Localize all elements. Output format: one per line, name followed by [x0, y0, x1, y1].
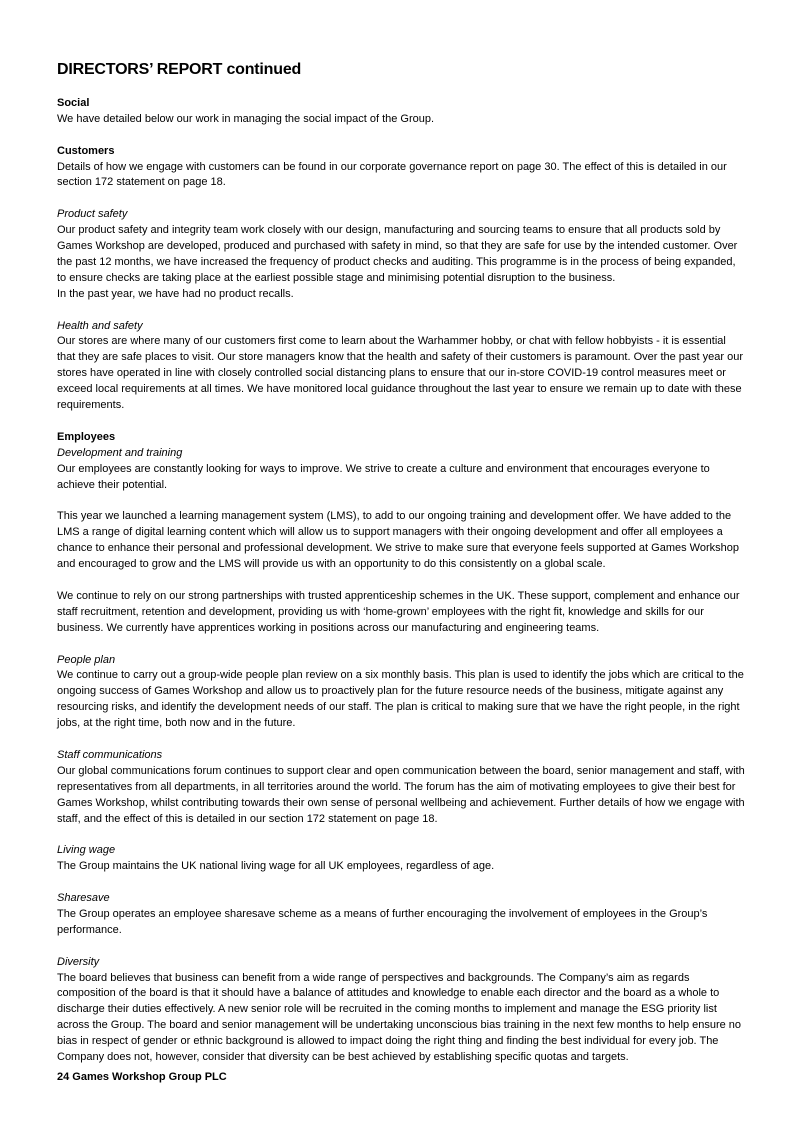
paragraph: [57, 589, 747, 637]
paragraph: [57, 907, 747, 939]
section-heading-health-and-safety: Health and safety: [57, 319, 143, 332]
section-social: [57, 96, 747, 128]
section-heading-diversity: Diversity: [57, 955, 100, 968]
section-development-and-training: [57, 446, 747, 637]
paragraph-line: Details of how we engage with customers can be found in our corporate governance report on page 30. The effect of this is detailed in our section 172 statement on page 18.: [57, 160, 727, 189]
section-heading-customers: Customers: [57, 144, 115, 157]
section-heading-staff-communications: Staff communications: [57, 748, 163, 761]
paragraph: [57, 223, 747, 303]
section-heading-people-plan: People plan: [57, 653, 116, 666]
page-title: DIRECTORS’ REPORT continued: [57, 61, 302, 78]
section-employees: [57, 430, 747, 446]
document-page: [57, 60, 747, 1066]
paragraph: [57, 334, 747, 414]
paragraph-line: The Group maintains the UK national living wage for all UK employees, regardless of age.: [57, 860, 495, 873]
paragraph: [57, 764, 747, 828]
page-footer: 24 Games Workshop Group PLC: [57, 1071, 227, 1083]
section-heading-social: Social: [57, 96, 90, 109]
paragraph-line: The board believes that business can benefit from a wide range of perspectives and backgrounds. The Company’s aim as regards composition of the board is that it should have a balance of attitudes and knowledge to enable each director and the board as a whole to discharge their duties effectively. A new senior role will be recruited in the coming months to implement and manage the ESG priority list across the Group. The board and senior management will be undertaking unconscious bias training in the next few months to help ensure no bias in respect of gender or ethnic background is allowed to impact doing the right thing and finding the best individual for every job. The Company does not, however, consider that diversity can be best achieved by establishing specific quotas and targets.: [57, 971, 742, 1064]
section-staff-communications: [57, 748, 747, 828]
paragraph-line: Our product safety and integrity team work closely with our design, manufacturing and sourcing teams to ensure that all products sold by Games Workshop are developed, produced and purchased with safety in mind, so that they are safe for use by the intended customer. Over the past 12 months, we have increased the frequency of product checks and auditing. This programme is in the process of being expanded, to ensure checks are taking place at the earliest possible stage and minimising potential disruption to the business.: [57, 224, 738, 284]
section-heading-product-safety: Product safety: [57, 208, 128, 221]
section-diversity: [57, 955, 747, 1066]
paragraph-line: We continue to rely on our strong partnerships with trusted apprenticeship schemes in the UK. These support, complement and enhance our staff recruitment, retention and development, providing us with ‘home-grown’ employees with the right fit, knowledge and skills for our business. We currently have apprentices working in positions across our manufacturing and engineering teams.: [57, 589, 740, 634]
section-sharesave: [57, 891, 747, 939]
paragraph-line: This year we launched a learning management system (LMS), to add to our ongoing training and development offer. We have added to the LMS a range of digital learning content which will allow us to support managers with their ongoing development and offer all employees a chance to enhance their personal and professional development. We strive to make sure that everyone feels supported at Games Workshop and encouraged to grow and the LMS will provide us with an opportunity to do this consistently on a global scale.: [57, 510, 739, 571]
paragraph: [57, 859, 747, 875]
report-sections: [57, 96, 747, 1066]
section-people-plan: [57, 653, 747, 733]
paragraph-line: The Group operates an employee sharesave scheme as a means of further encouraging the involvement of employees in the Group’s performance.: [57, 907, 708, 936]
section-heading-living-wage: Living wage: [57, 844, 116, 857]
section-heading-employees: Employees: [57, 430, 116, 443]
section-heading-sharesave: Sharesave: [57, 892, 110, 905]
paragraph: [57, 668, 747, 732]
section-product-safety: [57, 207, 747, 302]
paragraph: [57, 971, 747, 1066]
section-health-and-safety: [57, 319, 747, 414]
paragraph: [57, 112, 747, 128]
paragraph: [57, 462, 747, 494]
paragraph-line: We continue to carry out a group-wide people plan review on a six monthly basis. This plan is used to identify the jobs which are critical to the ongoing success of Games Workshop and allow us to proactively plan for the future resource needs of the business, mitigate against any resourcing risks, and identify the development needs of our staff. The plan is critical to making sure that we have the right people, in the right jobs, at the right time, both now and in the future.: [57, 669, 744, 730]
paragraph-line: Our employees are constantly looking for ways to improve. We strive to create a culture and environment that encourages everyone to achieve their potential.: [57, 462, 710, 491]
section-heading-development-and-training: Development and training: [57, 446, 183, 459]
paragraph-line: We have detailed below our work in managing the social impact of the Group.: [57, 112, 435, 125]
paragraph: [57, 509, 747, 573]
section-living-wage: [57, 843, 747, 875]
paragraph: [57, 160, 747, 192]
paragraph-line: Our stores are where many of our customers first come to learn about the Warhammer hobby, or chat with fellow hobbyists - it is essential that they are safe places to visit. Our store managers know that the health and safety of their customers is paramount. Over the past year our stores have operated in line with closely controlled social distancing plans to ensure that our in-store COVID-19 control measures meet or exceed local requirements at all times. We have monitored local guidance throughout the last year to ensure we remain up to date with these requirements.: [57, 335, 744, 412]
section-customers: [57, 144, 747, 192]
paragraph-line: In the past year, we have had no product recalls.: [57, 287, 294, 300]
paragraph-line: Our global communications forum continues to support clear and open communication between the board, senior management and staff, with representatives from all departments, in all territories around the world. The forum has the aim of motivating employees to give their best for Games Workshop, whilst contributing towards their own sense of personal wellbeing and achievement. Further details of how we engage with staff, and the effect of this is detailed in our section 172 statement on page 18.: [57, 764, 745, 825]
